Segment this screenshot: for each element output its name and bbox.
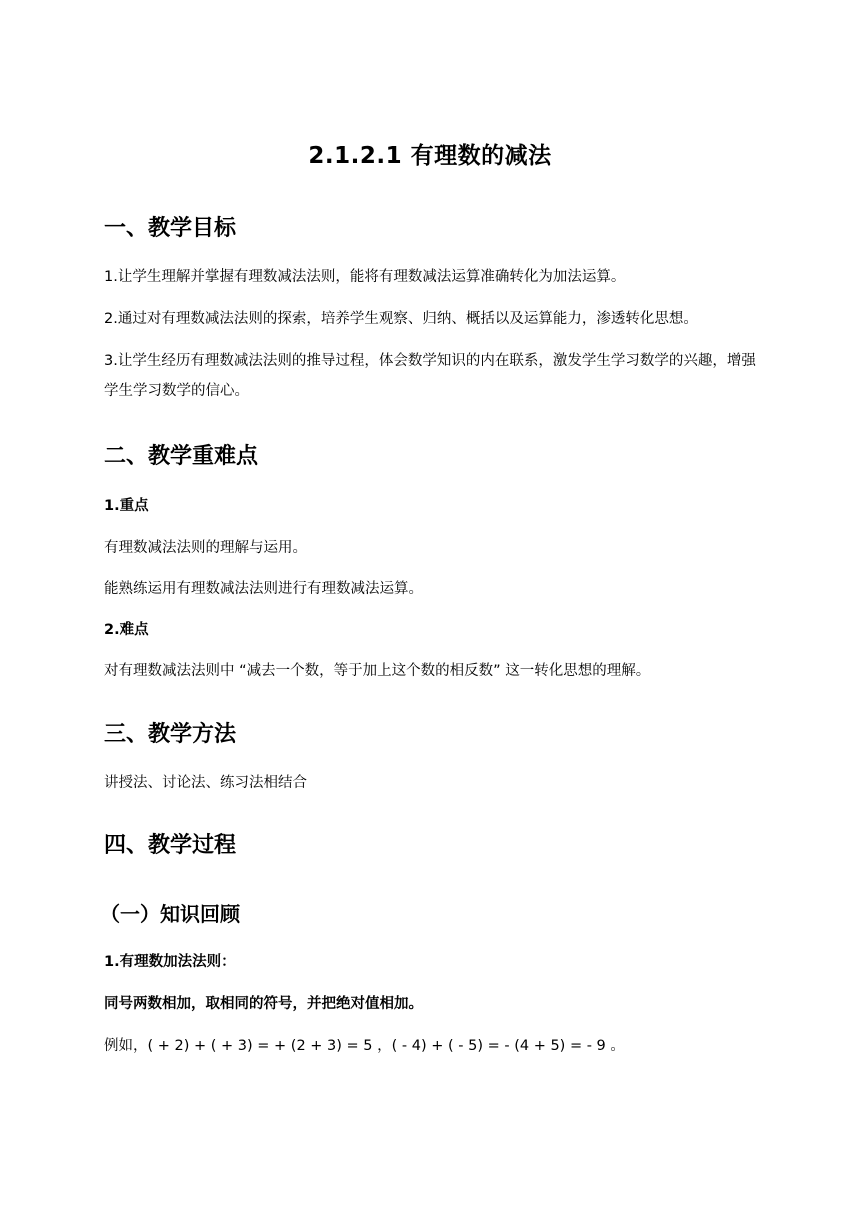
section-heading-key-points: 二、教学重难点 <box>104 444 259 469</box>
section-heading-process: 四、教学过程 <box>104 833 237 858</box>
addition-example: 例如，( + 2) + ( + 3) = + (2 + 3) = 5 ，( - 4) + ( - 5) = - (4 + 5) = - 9 。 <box>104 1038 625 1054</box>
section-heading-methods: 三、教学方法 <box>104 722 237 747</box>
key-point-item-2: 能熟练运用有理数减法法则进行有理数减法运算。 <box>104 581 423 597</box>
document-title: 2.1.2.1 有理数的减法 <box>308 143 552 169</box>
section-heading-objectives: 一、教学目标 <box>104 216 237 241</box>
addition-rule-text: 同号两数相加，取相同的符号，并把绝对值相加。 <box>104 996 423 1012</box>
difficulty-label: 2.难点 <box>104 622 149 638</box>
addition-rule-label: 1.有理数加法法则： <box>104 954 236 970</box>
key-point-item-1: 有理数减法法则的理解与运用。 <box>104 540 307 556</box>
subsection-heading-review: （一）知识回顾 <box>100 902 240 926</box>
objective-item-1: 1.让学生理解并掌握有理数减法法则，能将有理数减法运算准确转化为加法运算。 <box>104 269 626 285</box>
key-points-label: 1.重点 <box>104 498 149 514</box>
difficulty-text: 对有理数减法法则中 “减去一个数，等于加上这个数的相反数” 这一转化思想的理解。 <box>104 663 651 679</box>
objective-item-2: 2.通过对有理数减法法则的探索，培养学生观察、归纳、概括以及运算能力，渗透转化思想。 <box>104 311 698 327</box>
methods-text: 讲授法、讨论法、练习法相结合 <box>104 775 307 791</box>
objective-item-3: 3.让学生经历有理数减法法则的推导过程，体会数学知识的内在联系，激发学生学习数学的兴趣，增强学生学习数学的信心。 <box>104 353 756 399</box>
